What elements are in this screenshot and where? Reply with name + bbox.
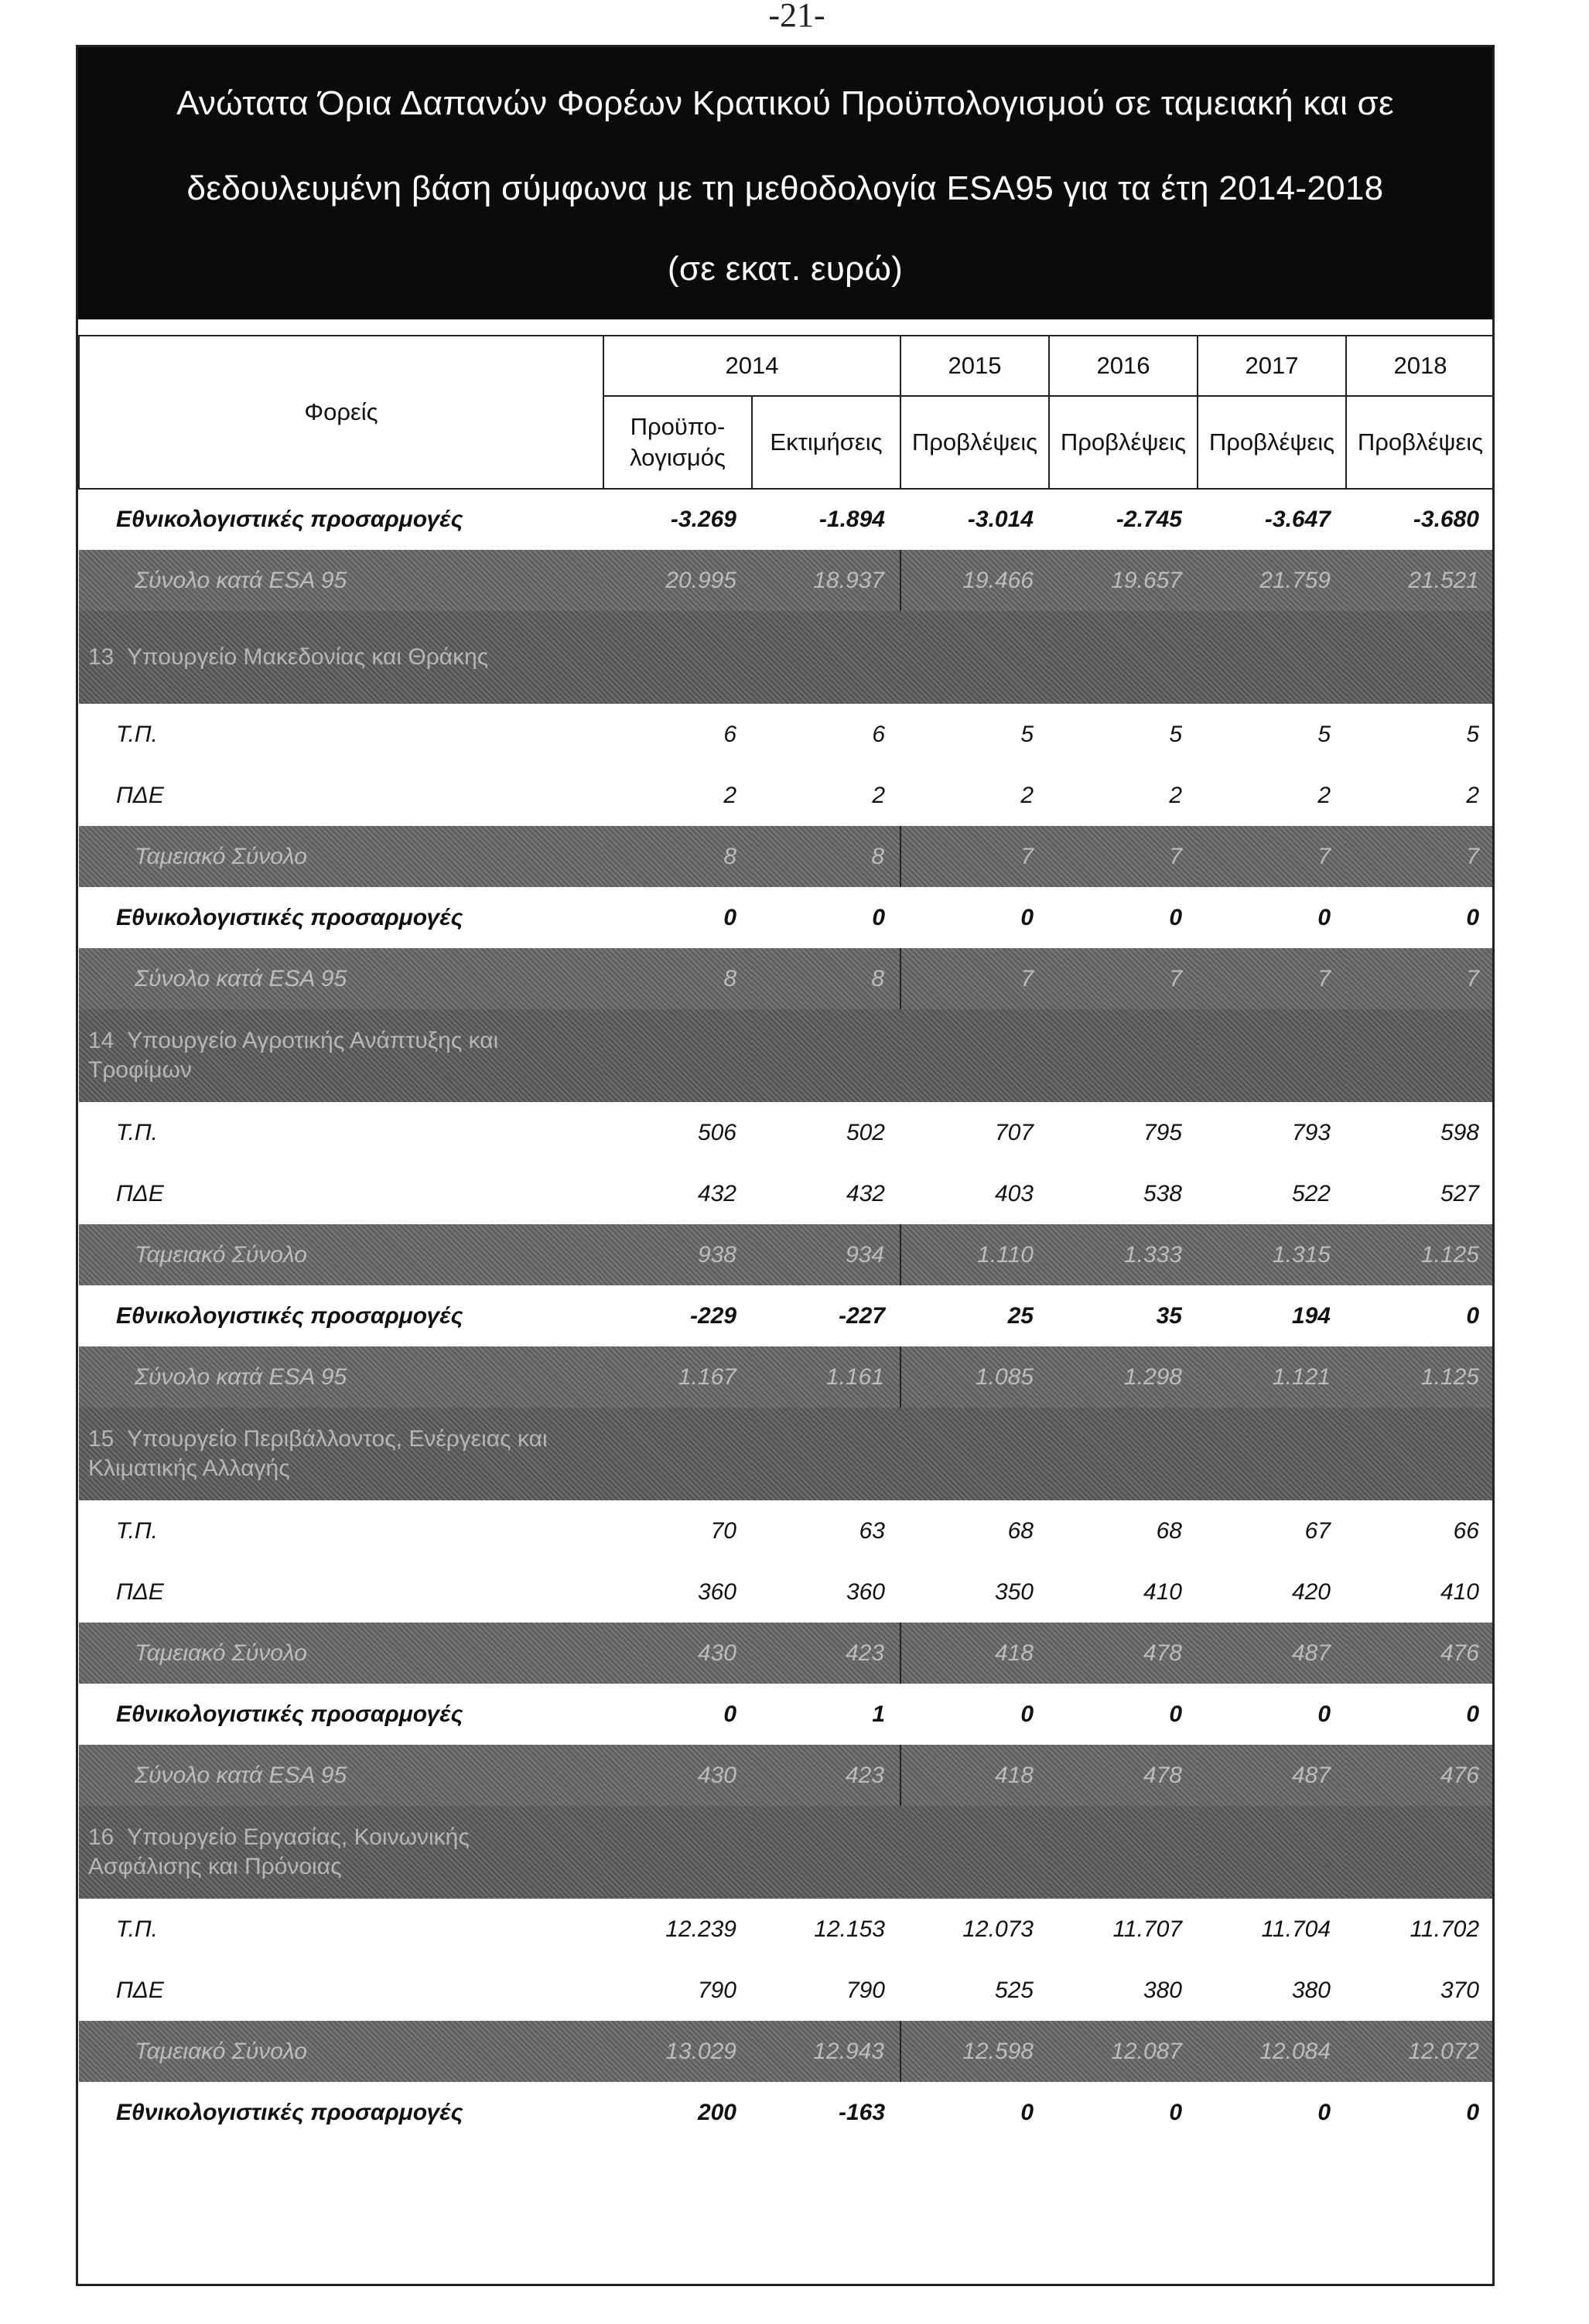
- value-2015: 68: [1007, 1517, 1034, 1544]
- value-2017: 5: [1317, 721, 1331, 747]
- value-2015: 525: [994, 1977, 1034, 2003]
- table-row: [79, 704, 1495, 765]
- value-2014-budget: 20.995: [603, 550, 752, 611]
- value-2016: 1.298: [1049, 1346, 1198, 1408]
- value-2015: 1.110: [900, 1224, 1049, 1285]
- value-2018: 7: [1346, 826, 1495, 887]
- row-label: Ταμειακό Σύνολο: [79, 1623, 603, 1684]
- value-2014-budget: 790: [697, 1977, 736, 2003]
- value-2016: 410: [1143, 1578, 1182, 1605]
- value-2014-budget: -3.269: [670, 507, 736, 532]
- empty-cell: [900, 611, 1049, 704]
- table-row: [79, 1684, 1495, 1745]
- empty-cell: [1049, 1408, 1198, 1500]
- value-2014-budget: 0: [723, 904, 736, 930]
- value-2014-estimate: -1.894: [818, 507, 885, 532]
- value-2018: 1.125: [1346, 1346, 1495, 1408]
- value-2015: 12.073: [962, 1916, 1034, 1942]
- table-row: [79, 550, 1495, 611]
- row-label: Σύνολο κατά ESA 95: [79, 1346, 603, 1408]
- ministry-number: 15: [88, 1426, 114, 1452]
- value-2015: 418: [900, 1745, 1049, 1806]
- row-label: Ταμειακό Σύνολο: [79, 1224, 603, 1285]
- empty-cell: [1049, 611, 1198, 704]
- value-2014-budget: 2: [723, 782, 736, 808]
- value-2018: 1.125: [1346, 1224, 1495, 1285]
- value-2017: 12.084: [1198, 2021, 1346, 2082]
- value-2015: 0: [1020, 2099, 1034, 2125]
- empty-cell: [603, 1408, 752, 1500]
- table-row: [79, 2021, 1495, 2082]
- value-2016: 0: [1169, 904, 1182, 930]
- value-2018: 21.521: [1346, 550, 1495, 611]
- value-2015: 350: [994, 1578, 1034, 1605]
- value-2016: 2: [1169, 782, 1182, 808]
- table-row: [79, 1285, 1495, 1346]
- value-2016: 35: [1156, 1302, 1182, 1329]
- forecasts-subheader-2018: Προβλέψεις: [1346, 396, 1495, 489]
- value-2014-estimate: 18.937: [752, 550, 900, 611]
- value-2014-budget: 506: [697, 1119, 736, 1145]
- value-2018: 11.702: [1410, 1916, 1479, 1942]
- value-2017: 487: [1198, 1745, 1346, 1806]
- table-row: [79, 1561, 1495, 1623]
- entity-column-header: Φορείς: [79, 336, 603, 489]
- value-2014-budget: 12.239: [665, 1916, 736, 1942]
- value-2017: 0: [1317, 1701, 1331, 1727]
- value-2014-budget: 8: [603, 948, 752, 1009]
- table-row: [79, 1899, 1495, 1960]
- value-2014-estimate: 8: [752, 826, 900, 887]
- empty-cell: [1198, 1009, 1346, 1102]
- row-label: Τ.Π.: [116, 1517, 159, 1544]
- empty-cell: [1346, 1408, 1495, 1500]
- value-2016: 7: [1049, 826, 1198, 887]
- empty-cell: [1346, 1009, 1495, 1102]
- value-2017: 1.315: [1198, 1224, 1346, 1285]
- table-row: [79, 1623, 1495, 1684]
- row-label: Εθνικολογιστικές προσαρμογές: [116, 1701, 463, 1727]
- empty-cell: [1198, 1806, 1346, 1899]
- empty-cell: [603, 1009, 752, 1102]
- value-2014-estimate: 432: [846, 1180, 885, 1206]
- value-2016: 11.707: [1112, 1916, 1182, 1942]
- year-header-2014: 2014: [603, 336, 900, 396]
- value-2015: 5: [1020, 721, 1034, 747]
- value-2016: 478: [1049, 1745, 1198, 1806]
- budget-limits-document: [76, 45, 1495, 2286]
- row-label: Ταμειακό Σύνολο: [79, 826, 603, 887]
- forecasts-subheader-2015: Προβλέψεις: [900, 396, 1049, 489]
- value-2017: 420: [1291, 1578, 1331, 1605]
- table-row: [79, 2082, 1495, 2143]
- value-2014-budget: 430: [603, 1745, 752, 1806]
- year-header-2018: 2018: [1346, 336, 1495, 396]
- value-2014-estimate: 790: [846, 1977, 885, 2003]
- value-2014-budget: 938: [603, 1224, 752, 1285]
- value-2014-budget: 432: [697, 1180, 736, 1206]
- row-label: Εθνικολογιστικές προσαρμογές: [116, 1302, 463, 1329]
- value-2016: 795: [1143, 1119, 1182, 1145]
- value-2014-budget: 430: [603, 1623, 752, 1684]
- value-2016: 0: [1169, 2099, 1182, 2125]
- table-row: [79, 1102, 1495, 1163]
- table-row: [79, 1163, 1495, 1224]
- value-2018: 7: [1346, 948, 1495, 1009]
- value-2014-estimate: 0: [872, 904, 885, 930]
- row-label: Εθνικολογιστικές προσαρμογές: [116, 904, 463, 930]
- value-2014-estimate: -227: [838, 1302, 885, 1329]
- value-2014-budget: 70: [710, 1517, 736, 1544]
- value-2017: -3.647: [1264, 507, 1331, 532]
- ministry-heading: [79, 1009, 603, 1102]
- row-label: Σύνολο κατά ESA 95: [79, 1745, 603, 1806]
- value-2018: 0: [1466, 2099, 1479, 2125]
- row-label: Εθνικολογιστικές προσαρμογές: [116, 507, 463, 532]
- value-2014-estimate: 63: [859, 1517, 885, 1544]
- empty-cell: [1346, 611, 1495, 704]
- empty-cell: [752, 1806, 900, 1899]
- row-label: Τ.Π.: [116, 1916, 159, 1942]
- value-2014-estimate: 12.943: [752, 2021, 900, 2082]
- value-2014-estimate: 934: [752, 1224, 900, 1285]
- value-2017: 1.121: [1198, 1346, 1346, 1408]
- title-banner: [78, 47, 1492, 319]
- row-label: Σύνολο κατά ESA 95: [79, 948, 603, 1009]
- value-2015: 25: [1007, 1302, 1034, 1329]
- value-2018: 12.072: [1346, 2021, 1495, 2082]
- value-2015: 707: [994, 1119, 1034, 1145]
- value-2017: 522: [1291, 1180, 1331, 1206]
- empty-cell: [1198, 611, 1346, 704]
- value-2016: 538: [1143, 1180, 1182, 1206]
- value-2014-estimate: 360: [846, 1578, 885, 1605]
- value-2014-budget: 200: [697, 2099, 736, 2125]
- table-row: [79, 765, 1495, 826]
- value-2017: 2: [1317, 782, 1331, 808]
- value-2015: -3.014: [967, 507, 1034, 532]
- year-header-2016: 2016: [1049, 336, 1198, 396]
- value-2018: 476: [1346, 1745, 1495, 1806]
- table-row: [79, 1346, 1495, 1408]
- ministry-name: Υπουργείο Εργασίας, Κοινωνικής Ασφάλισης και Πρόνοιας: [88, 1824, 470, 1879]
- row-label: Ταμειακό Σύνολο: [79, 2021, 603, 2082]
- value-2016: -2.745: [1116, 507, 1182, 532]
- value-2016: 68: [1156, 1517, 1182, 1544]
- table-row: [79, 1500, 1495, 1561]
- value-2017: 0: [1317, 904, 1331, 930]
- value-2014-budget: 6: [723, 721, 736, 747]
- table-row: [79, 489, 1495, 550]
- value-2014-estimate: 8: [752, 948, 900, 1009]
- table-row: [79, 1745, 1495, 1806]
- value-2014-estimate: 6: [872, 721, 885, 747]
- value-2017: 0: [1317, 2099, 1331, 2125]
- value-2017: 7: [1198, 948, 1346, 1009]
- value-2015: 12.598: [900, 2021, 1049, 2082]
- title-line-1: Ανώτατα Όρια Δαπανών Φορέων Κρατικού Προϋπολογισμού σε ταμειακή και σε: [176, 84, 1394, 122]
- title-line-2: δεδουλευμένη βάση σύμφωνα με τη μεθοδολογία ESA95 για τα έτη 2014-2018: [186, 169, 1384, 207]
- value-2014-estimate: -163: [838, 2099, 885, 2125]
- empty-cell: [752, 1009, 900, 1102]
- value-2018: -3.680: [1413, 507, 1479, 532]
- value-2015: 2: [1020, 782, 1034, 808]
- page-number-mark: -21-: [768, 0, 825, 34]
- value-2016: 19.657: [1049, 550, 1198, 611]
- value-2014-budget: 360: [697, 1578, 736, 1605]
- spending-limits-table: [78, 335, 1495, 2143]
- value-2015: 0: [1020, 1701, 1034, 1727]
- ministry-name: Υπουργείο Αγροτικής Ανάπτυξης και Τροφίμων: [88, 1028, 499, 1083]
- value-2018: 598: [1440, 1119, 1479, 1145]
- ministry-name: Υπουργείο Μακεδονίας και Θράκης: [127, 644, 489, 670]
- value-2017: 793: [1291, 1119, 1331, 1145]
- table-row: [79, 1960, 1495, 2021]
- value-2017: 487: [1198, 1623, 1346, 1684]
- value-2016: 5: [1169, 721, 1182, 747]
- budget-subheader: Προϋπο-λογισμός: [603, 396, 752, 489]
- value-2018: 66: [1453, 1517, 1479, 1544]
- value-2017: 194: [1291, 1302, 1331, 1329]
- value-2015: 19.466: [900, 550, 1049, 611]
- value-2018: 0: [1466, 1302, 1479, 1329]
- value-2015: 418: [900, 1623, 1049, 1684]
- value-2014-budget: -229: [689, 1302, 736, 1329]
- value-2014-budget: 0: [723, 1701, 736, 1727]
- value-2017: 21.759: [1198, 550, 1346, 611]
- row-label: Τ.Π.: [116, 1119, 159, 1145]
- ministry-heading-row: [79, 1009, 1495, 1102]
- ministry-heading: [79, 611, 603, 704]
- estimates-subheader: Εκτιμήσεις: [752, 396, 900, 489]
- year-header-2015: 2015: [900, 336, 1049, 396]
- value-2018: 527: [1440, 1180, 1479, 1206]
- value-2017: 7: [1198, 826, 1346, 887]
- table-row: [79, 1224, 1495, 1285]
- value-2016: 478: [1049, 1623, 1198, 1684]
- ministry-number: 14: [88, 1028, 114, 1053]
- empty-cell: [752, 1408, 900, 1500]
- row-label: ΠΔΕ: [116, 1180, 164, 1206]
- row-label: ΠΔΕ: [116, 1578, 164, 1605]
- value-2014-budget: 13.029: [603, 2021, 752, 2082]
- forecasts-subheader-2016: Προβλέψεις: [1049, 396, 1198, 489]
- value-2015: 1.085: [900, 1346, 1049, 1408]
- title-units: (σε εκατ. ευρώ): [667, 250, 904, 288]
- empty-cell: [900, 1009, 1049, 1102]
- empty-cell: [1049, 1009, 1198, 1102]
- year-header-2017: 2017: [1198, 336, 1346, 396]
- value-2017: 11.704: [1261, 1916, 1331, 1942]
- value-2016: 0: [1169, 1701, 1182, 1727]
- value-2018: 5: [1466, 721, 1479, 747]
- value-2016: 7: [1049, 948, 1198, 1009]
- row-label: ΠΔΕ: [116, 1977, 164, 2003]
- value-2014-estimate: 502: [846, 1119, 885, 1145]
- value-2018: 370: [1440, 1977, 1479, 2003]
- empty-cell: [752, 611, 900, 704]
- value-2014-budget: 1.167: [603, 1346, 752, 1408]
- row-label: Σύνολο κατά ESA 95: [79, 550, 603, 611]
- value-2015: 7: [900, 948, 1049, 1009]
- value-2016: 12.087: [1049, 2021, 1198, 2082]
- value-2018: 410: [1440, 1578, 1479, 1605]
- value-2014-estimate: 1.161: [752, 1346, 900, 1408]
- value-2014-estimate: 12.153: [814, 1916, 885, 1942]
- value-2015: 7: [900, 826, 1049, 887]
- forecasts-subheader-2017: Προβλέψεις: [1198, 396, 1346, 489]
- empty-cell: [900, 1806, 1049, 1899]
- value-2014-budget: 8: [603, 826, 752, 887]
- value-2018: 0: [1466, 904, 1479, 930]
- ministry-heading-row: [79, 1806, 1495, 1899]
- value-2015: 403: [994, 1180, 1034, 1206]
- value-2016: 380: [1143, 1977, 1182, 2003]
- row-label: ΠΔΕ: [116, 782, 164, 808]
- value-2018: 0: [1466, 1701, 1479, 1727]
- value-2015: 0: [1020, 904, 1034, 930]
- value-2014-estimate: 2: [872, 782, 885, 808]
- empty-cell: [1346, 1806, 1495, 1899]
- empty-cell: [603, 1806, 752, 1899]
- table-row: [79, 887, 1495, 948]
- table-row: [79, 826, 1495, 887]
- row-label: Εθνικολογιστικές προσαρμογές: [116, 2099, 463, 2125]
- value-2014-estimate: 1: [872, 1701, 885, 1727]
- row-label: Τ.Π.: [116, 721, 159, 747]
- empty-cell: [900, 1408, 1049, 1500]
- ministry-heading: [79, 1806, 603, 1899]
- value-2016: 1.333: [1049, 1224, 1198, 1285]
- empty-cell: [1049, 1806, 1198, 1899]
- empty-cell: [603, 611, 752, 704]
- value-2014-estimate: 423: [752, 1623, 900, 1684]
- ministry-heading-row: [79, 1408, 1495, 1500]
- ministry-heading-row: [79, 611, 1495, 704]
- ministry-number: 13: [88, 644, 114, 670]
- ministry-name: Υπουργείο Περιβάλλοντος, Ενέργειας και Κλιματικής Αλλαγής: [88, 1426, 548, 1481]
- value-2014-estimate: 423: [752, 1745, 900, 1806]
- table-row: [79, 948, 1495, 1009]
- ministry-number: 16: [88, 1824, 114, 1850]
- ministry-heading: [79, 1408, 603, 1500]
- value-2017: 67: [1304, 1517, 1331, 1544]
- empty-cell: [1198, 1408, 1346, 1500]
- value-2018: 476: [1346, 1623, 1495, 1684]
- value-2018: 2: [1466, 782, 1479, 808]
- value-2017: 380: [1291, 1977, 1331, 2003]
